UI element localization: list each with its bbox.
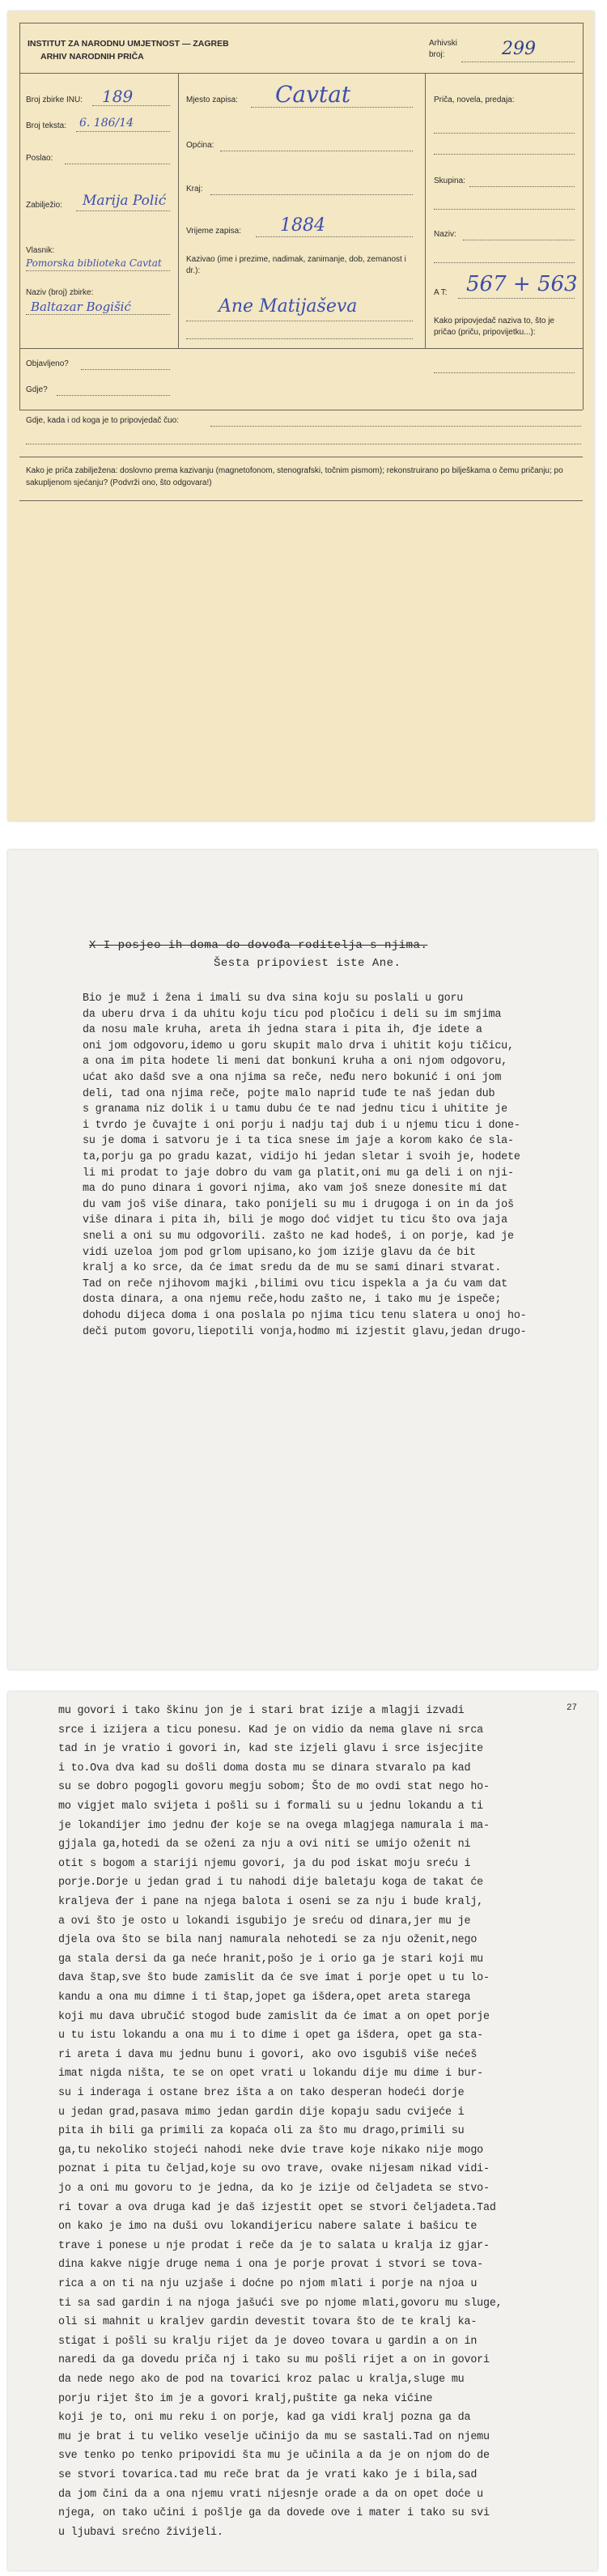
typescript-line: jo a oni mu govoru to je jedna, da ko je izije od čeljadeta se stvo- — [58, 2183, 490, 2195]
column-divider-1 — [178, 73, 179, 348]
recording-method-text: Kako je priča zabilježena: doslovno prema kazivanju (magnetofonom, stenografski, točnim pismom); rekonstruirano po bilješkama o čemu pričanju; po sakupljenom sjećanju? (Podvrži ono, što odgovara!) — [26, 466, 563, 487]
typescript-line: deči putom govoru,liepotili vonja,hodmo mi izjestit glavu,jedan drugo- — [83, 1325, 527, 1338]
typescript-line: su se dobro pogogli govoru megju sobom; Što de mo ovdi stat nego ho- — [58, 1781, 490, 1794]
column-divider-2 — [425, 73, 426, 348]
time-value: 1884 — [280, 215, 325, 236]
typescript-line: du vam još više dinara, tako ponijeli su mu i drugoga i on in da još — [83, 1198, 514, 1211]
archive-form-card — [8, 11, 594, 821]
typescript-line: srce i izijera a ticu ponesu. Kad je on vidio da nema glave ni srca — [58, 1724, 483, 1736]
collection-number-value: 189 — [102, 87, 134, 106]
collector-label: Zabilježio: — [26, 201, 63, 210]
time-label: Vrijeme zapisa: — [186, 227, 241, 236]
typescript-line: dina kakve nigje druge nema i ona je porje provat i stvori se tova- — [58, 2259, 483, 2272]
collector-line — [76, 210, 170, 211]
parish-label: Općina: — [186, 141, 214, 150]
typescript-line: u tu istu lokandu a ona mu i to dime i opet ga išdera, opet ga sta- — [58, 2030, 483, 2043]
scan-page-3 — [0, 1692, 607, 2576]
group-label: Skupina: — [434, 176, 465, 185]
typescript-line: Bio je muž i žena i imali su dva sina koju su poslali u goru — [83, 993, 464, 1005]
place-label: Mjesto zapisa: — [186, 96, 238, 104]
typescript-line: trave i ponese u nje prodat i reče da je to salata u kralja iz gjar- — [58, 2239, 490, 2252]
published-label: Objavljeno? — [26, 359, 69, 368]
typescript-line: kralj a ko srce, da će imat sredu da de mu se sami dinari stvarat. — [83, 1262, 502, 1275]
published-line — [81, 369, 170, 370]
collector-value: Marija Polić — [83, 193, 167, 209]
typescript-line: da nede nego ako de pod na tovarici kroz palac u kralja,sluge mu — [58, 2374, 465, 2386]
typescript-line: u ljubavi srećno živijeli. — [58, 2526, 223, 2539]
typescript-line: on kako je imo na duši ovu lokandijericu nabere salate i bašicu te — [58, 2221, 478, 2234]
source-title-line — [26, 314, 170, 315]
owner-value: Pomorska biblioteka Cavtat — [26, 257, 162, 269]
story-type-line — [434, 133, 575, 134]
struck-heading: X I posjeo ih doma do dovođa roditelja s njima. — [89, 939, 428, 952]
typescript-line: ri tovar a ova druga kad je daš izjestit opet se stvori čeljadeta.Tad — [58, 2201, 496, 2214]
text-number-label: Broj teksta: — [26, 121, 67, 130]
typescript-line: ga stala dersi da ga neće hranit,pošo je i orio ga je stari koji mu — [58, 1953, 483, 1966]
text-number-line — [76, 131, 170, 132]
typescript-line: deli, tad ona njima reče, pojte malo naprid tuđe te naš jedan dub — [83, 1087, 495, 1100]
typescript-line: oli si mahnit u kraljev gardin devestit tovara što de te kralj ka- — [58, 2316, 478, 2329]
typescript-line: dava štap,sve što bude zamislit da će sve imat i porje opet u tu lo- — [58, 1972, 490, 1985]
typescript-line: kraljeva đer i pane na njega balota i oseni se za nju i bude kralj, — [58, 1896, 483, 1908]
typescript-line: dohodu dijeca doma i ona poslala po njima ticu tenu slatera u onoj ho- — [83, 1310, 527, 1322]
bottom-box-separator — [19, 348, 583, 349]
typescript-line: Tad on reče njihovom majki ,bilimi ovu ticu ispekla a ja ću vam dat — [83, 1277, 507, 1290]
at-value: 567 + 563 — [466, 272, 578, 296]
typescript-line: a ovi što je osto u lokandi isgubijo je sreću od dinara,jer mu je — [58, 1915, 471, 1928]
typescript-line: dosta dinara, a ona njemu reče,hodu zašto ne, i tako mu je ispeče; — [83, 1294, 502, 1307]
scan-page-2 — [0, 850, 607, 1684]
typescript-line: u jedan grad,pasava mimo jedan gardin dije kopaju sadu cvijeće i — [58, 2106, 465, 2119]
typescript-line: vidi uzeloa jom pod grlom upisano,ko jom izije glavu da će bit — [83, 1246, 476, 1259]
typescript-line: kandu a ona mu dimne i ti štap,jopet ga išdera,opet areta starega — [58, 1992, 471, 2004]
narrator-value: Ane Matijaševa — [219, 296, 358, 317]
typescript-line: i to.Ova dva kad su došli doma dosta mu se dinara stvaralo pa kad — [58, 1762, 471, 1775]
typescript-line: ri areta i dava mu jednu bunu i govori, ako ovo isgubiš više nećeš — [58, 2048, 478, 2061]
collection-number-label: Broj zbirke INU: — [26, 96, 83, 104]
typescript-line: njega, on tako učini i pošlje ga da dovede ove i mater i tako su svi — [58, 2507, 490, 2520]
typescript-line: otit s bogom a stariji njemu govori, ja du pod iskat moju sreću i — [58, 1857, 471, 1870]
region-line — [210, 194, 413, 195]
title-label: Naziv: — [434, 230, 456, 239]
typescript-line: oni jom odgovoru,idemo u goru skupit malo drva i uhitit koju tičicu, — [83, 1039, 514, 1052]
collection-number-line — [92, 105, 170, 106]
frame-left — [19, 23, 20, 410]
at-label: A T: — [434, 288, 448, 297]
frame-right — [583, 23, 584, 410]
region-label: Kraj: — [186, 185, 203, 193]
narrator-line-2 — [186, 338, 413, 339]
typescript-line: da jom čini da a ona njemu vrati nijesnje orade a da on opet doće u — [58, 2488, 483, 2501]
typescript-line: ti sa sad gardin i na njoga jašući sve po njome mlati,govoru mu sluge, — [58, 2297, 503, 2310]
typescript-line: da nosu male kruha, areta ih jedna stara i pita ih, đje idete a — [83, 1024, 482, 1037]
archive-name: ARHIV NARODNIH PRIČA — [40, 52, 144, 62]
typescript-line: a ona im pita hodete li meni dat bonkuni kruha a oni njom odgovoru, — [83, 1056, 507, 1069]
typescript-line: porje.Dorje u jedan grad i tu nahodi dije baletaju koga de takat će — [58, 1877, 483, 1889]
typescript-line: porju rijet što im je a govori kralj,puštite ga neka vićine — [58, 2392, 433, 2405]
archive-number-value: 299 — [502, 39, 536, 59]
typescript-line: je lokandijer imo jednu đer koje se na ovega mlagjega namurala i ma- — [58, 1819, 490, 1832]
where-line — [57, 395, 170, 396]
typescript-line: imat nigda ništa, te se on opet vrati u lokandu dije mu dime i bur- — [58, 2068, 483, 2081]
typescript-line: poznat i pita tu čeljad,koje su ovo trave, ovake nijesam nikad vidi- — [58, 2163, 490, 2176]
heard-from-line — [210, 426, 581, 427]
typescript-line: su je doma i satvoru je i ta tica snese im jaje a korom kako će sla- — [83, 1135, 514, 1148]
typescript-line: tad in je vratio i govori in, kad ste izjeli glavu i srce isjecjite — [58, 1743, 483, 1756]
header-separator — [19, 73, 583, 74]
typescript-line: koji mu dava ubručić stogod bude zamislit da će imat a on opet porje — [58, 2010, 490, 2023]
typescript-line: mu govori i tako škinu jon je i stari brat izije a mlagji izvadi — [58, 1705, 465, 1717]
typescript-line: ma do puno dinara i govori njima, ako vam još sneze donesite mi dat — [83, 1183, 507, 1196]
source-title-label: Naziv (broj) zbirke: — [26, 288, 94, 297]
typescript-line: mu je brat i tu veliko veselje učinijo da mu se sastali.Tad on njemu — [58, 2430, 490, 2443]
group-line-2 — [434, 209, 575, 210]
heard-from-label: Gdje, kada i od koga je to pripovjedač čuo: — [26, 416, 180, 425]
story-type-label: Priča, novela, predaja: — [434, 96, 515, 104]
typescript-line: da uberu drva i da uhitu koju ticu pod pločicu i deli su im smjima — [83, 1008, 502, 1021]
typescript-page-3 — [8, 1692, 597, 2570]
institute-name: INSTITUT ZA NARODNU UMJETNOST — ZAGREB — [28, 39, 229, 49]
typescript-line: i tvrdo je čuvajte i oni porju i nadju taj dub i u njemu ticu i done- — [83, 1119, 520, 1132]
typescript-line: više dinara i pita ih, bili je mogo doć vidjet tu ticu što ova jaja — [83, 1214, 507, 1227]
typescript-line: koji je to, oni mu reku i on porje, kad ga vidi kralj pozna ga da — [58, 2412, 471, 2425]
typescript-line: li mi prodat to jaje dobro du vam ga platit,oni mu ga deli i on nji- — [83, 1167, 514, 1180]
typescript-line: s granama niz dolik i u tamu dubu će te nad jednu ticu i uhitite je — [83, 1103, 507, 1116]
typescript-line: ga,tu nekoliko stojeći nahodi neke dvie trave koje nikako nije mogo — [58, 2144, 483, 2157]
archive-number-label: broj: — [429, 50, 445, 59]
place-line — [251, 107, 413, 108]
page-number-mark: 27 — [567, 1703, 577, 1713]
recording-box-bottom — [19, 500, 583, 501]
typescript-line: su i inderaga i ostane brez išta a on tako desperan hodeći dorje — [58, 2087, 465, 2099]
typescript-line: gjjala ga,hotedi da se oženi za nju a ovi niti se umijo oženit ni — [58, 1838, 471, 1851]
archive-label: Arhivski — [429, 39, 458, 48]
text-number-value: 6. 186/14 — [79, 117, 134, 130]
group-line — [469, 186, 575, 187]
owner-line — [26, 270, 170, 271]
where-label: Gdje? — [26, 385, 48, 394]
typescript-line: se stvori tovarica.tad mu reče brat da je vrati kako je i bila,sad — [58, 2469, 478, 2481]
story-heading: Šesta pripoviest iste Ane. — [214, 957, 401, 970]
title-line-2 — [434, 262, 575, 263]
scan-page-1 — [0, 0, 607, 850]
typescript-line: rica a on ti na nju uzjaše i doćne po njom mlati i porje na njoa u — [58, 2278, 478, 2290]
sent-by-label: Poslao: — [26, 154, 53, 163]
typescript-page-2 — [8, 850, 597, 1669]
typescript-line: naredi da ga dovedu priča nj i tako su mu pošli rijet a on in govori — [58, 2354, 490, 2367]
source-title-value: Baltazar Bogišić — [31, 300, 131, 314]
typescript-line: pita ih bili ga primili za kopaća oli za što mu drago,primili su — [58, 2125, 465, 2138]
place-value: Cavtat — [275, 81, 351, 108]
time-line — [256, 236, 413, 237]
at-line — [458, 298, 575, 299]
typescript-line: stigat i pošli su kralju rijet da je doveo tovara u gardin a on in — [58, 2335, 478, 2348]
note-line — [434, 372, 575, 373]
typescript-line: ućat ako dašd sve a ona njima sa reče, neđu nero bokunić i oni jom — [83, 1072, 502, 1084]
typescript-line: djela ova što se bila nanj namurala nehotedi se za nju oženit,nego — [58, 1934, 478, 1947]
story-type-line-2 — [434, 154, 575, 155]
typescript-line: ta,porju ga po gradu kazat, vidijo hi jedan sletar i svoih je, hodete — [83, 1151, 520, 1163]
note-label: Kako pripovjedač naziva to, što je pričao (priču, pripovijetku...): — [434, 317, 554, 337]
typescript-line: mo vigjet malo svijeta i pošli su i formali su u jednu lokandu a ti — [58, 1800, 483, 1813]
typescript-line: sneli a oni su mu odgovorili. zašto ne kad hodeš, i on porje, kad je — [83, 1231, 514, 1243]
narrator-label: Kazivao (ime i prezime, nadimak, zanimanje, dob, zemanost i dr.): — [186, 255, 406, 275]
owner-label: Vlasnik: — [26, 246, 55, 255]
typescript-line: sve tenko po tenko pripovidi šta mu je učinila a da je on njom do de — [58, 2450, 490, 2463]
